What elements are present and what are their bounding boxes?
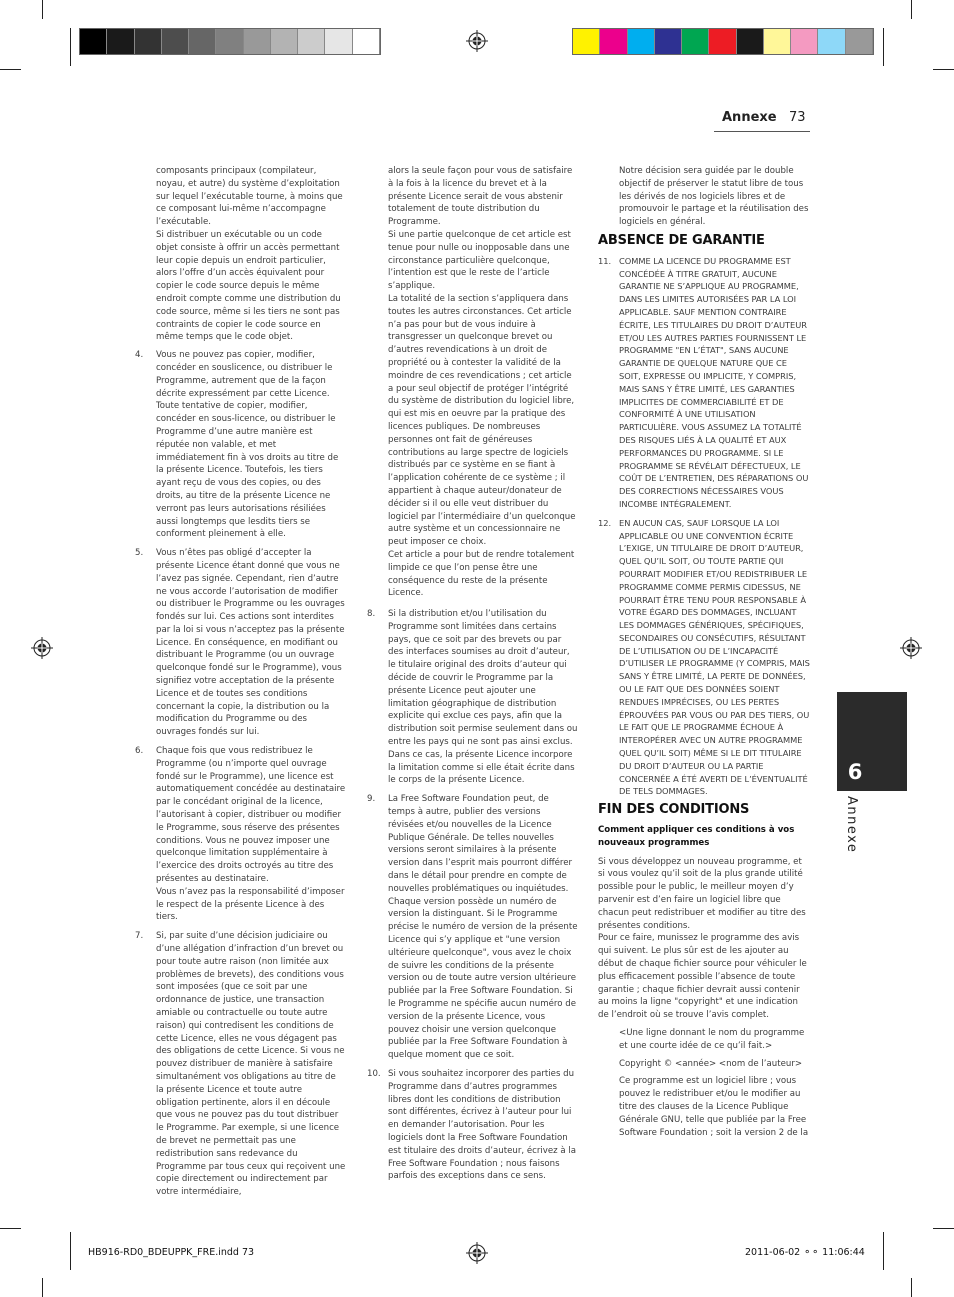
color-swatch: [325, 29, 352, 54]
color-swatch: [107, 29, 134, 54]
color-swatch: [271, 29, 298, 54]
text-column-3: [598, 165, 810, 1144]
list-text: Vous n’êtes pas obligé d’accepter la présente Licence étant donné que vous ne l’avez pas signée. Cependant, rien d’autre ne vous accorde l’autorisation de modifier ou distribuer le Programme ou les ouvrages fondés sur lui. Ces actions sont interdites par la loi si vous n’acceptez pas la présente Licence. En conséquence, en modifiant ou distribuant le Programme (ou un ouvrage quelconque fondé sur le Programme), vous signifiez votre acceptation de la présente Licence et de toutes ses conditions concernant la copie, la distribution ou la modification du Programme ou des ouvrages fondés sur lui.: [156, 548, 345, 738]
crop-mark: [933, 69, 954, 70]
list-text: Chaque fois que vous redistribuez le Programme (ou n’importe quel ouvrage fondé sur le Programme), une licence est automatiquement concédée au destinataire par le concédant original de la licence, l’autorisant à copier, distribuer ou modifier le Programme, sous réserve des présentes conditions. Vous ne pouvez imposer une quelconque limitation supplémentaire à l’exercice des droits octroyés au titre des présentes au destinataire.: [156, 746, 346, 885]
color-swatch: [573, 29, 600, 54]
list-number: 6.: [135, 746, 144, 757]
color-swatch: [244, 29, 271, 54]
paragraph: Si vous développez un nouveau programme, et si vous voulez qu’il soit de la plus grande utilité possible pour le public, le meilleur moyen d’y parvenir est d’en faire un logiciel libre que chacun peut redistribuer et modifier au titre des présentes conditions.: [598, 856, 806, 931]
list-number: 9.: [367, 794, 376, 805]
color-swatch: [846, 29, 873, 54]
color-swatch: [791, 29, 818, 54]
list-item: [135, 745, 346, 924]
page-number: 73: [789, 110, 806, 125]
color-swatch: [655, 29, 682, 54]
crop-mark: [911, 1278, 912, 1297]
section-heading: FIN DES CONDITIONS: [598, 802, 750, 818]
crop-mark: [0, 1228, 21, 1229]
chapter-number: 6: [847, 760, 863, 784]
paragraph: Cet article a pour but de rendre totalement limpide ce que l’on pense être une conséquence du reste de la présente Licence.: [388, 549, 575, 599]
list-text: COMME LA LICENCE DU PROGRAMME EST CONCÉDÉE À TITRE GRATUIT, AUCUNE GARANTIE NE S’APPLIQUE AU PROGRAMME, DANS LES LIMITES AUTORISÉES PAR LA LOI APPLICABLE. SAUF MENTION CONTRAIRE ÉCRITE, LES TITULAIRES DU DROIT D’AUTEUR ET/OU LES AUTRES PARTIES FOURNISSENT LE PROGRAMME "EN L’ÉTAT", SANS AUCUNE GARANTIE DE QUELQUE NATURE QUE CE SOIT, EXPRESSE OU IMPLICITE, Y COMPRIS, MAIS SANS Y ÊTRE LIMITÉ, LES GARANTIES IMPLICITES DE COMMERCIABILITÉ ET DE CONFORMITÉ À UNE UTILISATION PARTICULIÈRE. VOUS ASSUMEZ LA TOTALITÉ DES RISQUES LIÉS À LA QUALITÉ ET AUX PERFORMANCES DU PROGRAMME. SI LE PROGRAMME SE RÉVÉLAIT DÉFECTUEUX, LE COÛT DE L’ENTRETIEN, DES RÉPARATIONS OU DES CORRECTIONS NÉCESSAIRES VOUS INCOMBE INTÉGRALEMENT.: [619, 255, 809, 509]
list-item: [598, 517, 810, 799]
notice-line: Ce programme est un logiciel libre ; vous pouvez le redistribuer et/ou le modifier au titre des clauses de la Licence Publique Générale GNU, telle que publiée par la Free Software Foundation ; soit la version 2 de la: [619, 1076, 809, 1138]
paragraph: composants principaux (compilateur, noyau, et autre) du système d’exploitation sur lequel l’exécutable tourne, à moins que ce composant lui-même n’accompagne l’exécutable.: [156, 166, 343, 228]
crop-mark: [883, 1232, 884, 1270]
crop-mark: [911, 0, 912, 19]
header-divider: [714, 131, 810, 132]
list-item: [367, 608, 578, 787]
notice-line: Copyright © <année> <nom de l’auteur>: [619, 1058, 803, 1069]
paragraph: alors la seule façon pour vous de satisfaire à la fois à la licence du brevet et à la présente Licence serait de vous abstenir totalement de toute distribution du Programme.: [388, 166, 573, 228]
subheading: Comment appliquer ces conditions à vos nouveaux programmes: [598, 825, 795, 848]
chapter-label: [838, 796, 868, 856]
list-number: 12.: [598, 517, 612, 528]
registration-mark-icon: [900, 637, 922, 659]
list-text: La Free Software Foundation peut, de temps à autre, publier des versions révisées et/ou nouvelles de la Licence Publique Générale. De telles nouvelles versions seront similaires à la présente version dans l’esprit mais pourront différer dans le détail pour prendre en compte de nouvelles problématiques ou inquiétudes.: [388, 794, 573, 894]
section-header: Annexe: [722, 110, 777, 125]
text-column-2: [367, 165, 578, 1189]
color-swatch: [298, 29, 325, 54]
color-swatch: [764, 29, 791, 54]
list-item: [598, 255, 810, 511]
list-number: 7.: [135, 931, 144, 942]
list-text: Si la distribution et/ou l’utilisation du Programme sont limitées dans certains pays, que ce soit par des brevets ou par des interfaces soumises au droit d’auteur, le titulaire original des droits d’auteur qui décide de couvrir le Programme par la présente Licence peut ajouter une limitation géographique de distribution explicite qui exclue ces pays, afin que la distribution soit permise seulement dans ou entre les pays qui ne sont pas ainsi exclus. Dans ce cas, la présente Licence incorpore la limitation comme si elle était écrite dans le corps de la présente Licence.: [388, 609, 578, 786]
registration-mark-icon: [31, 637, 53, 659]
grayscale-color-bar: [79, 28, 381, 55]
paragraph: Notre décision sera guidée par le double objectif de préserver le statut libre de tous les dérivés de nos logiciels libres et de promouvoir le partage et la réutilisation des logiciels en général.: [619, 166, 809, 228]
crop-mark: [883, 28, 884, 66]
paragraph: Si une partie quelconque de cet article est tenue pour nulle ou inopposable dans une circonstance particulière quelconque, l’intention est que le reste de l’article s’applique.: [388, 229, 571, 292]
crop-mark: [70, 1232, 71, 1270]
list-item: [135, 547, 346, 739]
section-heading: ABSENCE DE GARANTIE: [598, 232, 765, 248]
color-swatch: [818, 29, 845, 54]
paragraph: La totalité de la section s’appliquera dans toutes les autres circonstances. Cet article n’a pas pour but de vous induire à transgresser un quelconque brevet ou d’autres revendications à un droit de propriété ou à contester la validité de la moindre de ces revendications ; cet article a pour seul objectif de protéger l’intégrité du système de distribution du logiciel libre, qui est mis en oeuvre par la pratique des licences publiques. De nombreuses personnes ont fait de généreuses contributions au large spectre de logiciels distribués par ce système en se fiant à l’application cohérente de ce système ; il appartient à chaque auteur/donateur de décider si il ou elle veut distribuer du logiciel par l’intermédiaire d’un quelconque autre système et un concessionnaire ne peut imposer ce choix.: [388, 293, 576, 548]
crop-mark: [42, 1278, 43, 1297]
list-number: 10.: [367, 1068, 381, 1079]
color-swatch: [80, 29, 107, 54]
list-item: [135, 349, 346, 541]
color-swatch: [353, 29, 380, 54]
list-text: Chaque version possède un numéro de version la distinguant. Si le Programme précise le numéro de version de la présente Licence qui s’y applique et "une version ultérieure quelconque", vous avez le choix de suivre les conditions de la présente version ou de toute autre version ultérieure publiée par la Free Software Foundation. Si le Programme ne spécifie aucun numéro de version de la présente Licence, vous pouvez choisir une version quelconque publiée par la Free Software Foundation à quelque moment que ce soit.: [388, 896, 578, 1061]
list-text: Vous n’avez pas la responsabilité d’imposer le respect de la présente Licence à des tiers.: [156, 886, 345, 923]
list-item: [135, 930, 346, 1199]
footer-timestamp: 2011-06-02 ⚬⚬ 11:06:44: [745, 1247, 865, 1258]
list-number: 4.: [135, 350, 144, 361]
color-swatch: [628, 29, 655, 54]
color-swatch: [135, 29, 162, 54]
list-number: 5.: [135, 548, 144, 559]
crop-mark: [0, 69, 21, 70]
list-item: [367, 1068, 578, 1183]
registration-mark-icon: [466, 30, 488, 52]
list-number: 11.: [598, 255, 612, 266]
color-swatch: [709, 29, 736, 54]
list-text: EN AUCUN CAS, SAUF LORSQUE LA LOI APPLICABLE OU UNE CONVENTION ÉCRITE L’EXIGE, UN TITULAIRE DE DROIT D’AUTEUR, QUEL QU’IL SOIT, OU TOUTE PARTIE QUI POURRAIT MODIFIER ET/OU REDISTRIBUER LE PROGRAMME COMME PERMIS CIDESSUS, NE POURRAIT ÊTRE TENU POUR RESPONSABLE À VOTRE ÉGARD DES DOMMAGES, INCLUANT LES DOMMAGES GÉNÉRIQUES, SPÉCIFIQUES, SECONDAIRES OU CONSÉCUTIFS, RÉSULTANT DE L’UTILISATION OU DE L’INCAPACITÉ D’UTILISER LE PROGRAMME (Y COMPRIS, MAIS SANS Y ÊTRE LIMITÉ, LA PERTE DE DONNÉES, OU LE FAIT QUE DES DONNÉES SOIENT RENDUES IMPRÉCISES, OU LES PERTES ÉPROUVÉES PAR VOUS OU PAR DES TIERS, OU LE FAIT QUE LE PROGRAMME ÉCHOUE À INTEROPÉRER AVEC UN AUTRE PROGRAMME QUEL QU’IL SOIT) MÊME SI LE DIT TITULAIRE DU DROIT D’AUTEUR OU LA PARTIE CONCERNÉE A ÉTÉ AVERTI DE L’ÉVENTUALITÉ DE TELS DOMMAGES.: [619, 517, 810, 797]
crop-mark: [933, 1228, 954, 1229]
process-color-bar: [572, 28, 874, 55]
crop-mark: [70, 28, 71, 66]
list-text: Vous ne pouvez pas copier, modifier, concéder en souslicence, ou distribuer le Programme, autrement que de la façon décrite expressément par cette Licence. Toute tentative de copier, modifier, concéder en sous-licence, ou distribuer le Programme d’une autre manière est réputée non valable, et met immédiatement fin à vos droits au titre de la présente Licence. Toutefois, les tiers ayant reçu de vous des copies, ou des droits, au titre de la présente Licence ne verront pas leurs autorisations résiliées aussi longtemps que lesdits tiers se conforment pleinement à elle.: [156, 350, 339, 540]
list-number: 8.: [367, 609, 376, 620]
registration-mark-icon: [466, 1242, 488, 1264]
crop-mark: [42, 0, 43, 19]
list-text: Si vous souhaitez incorporer des parties du Programme dans d’autres programmes libres dont les conditions de distribution sont différentes, écrivez à l’auteur pour lui en demander l’autorisation. Pour les logiciels dont la Free Software Foundation est titulaire des droits d’auteur, écrivez à la Free Software Foundation ; nous faisons parfois des exceptions dans ce sens.: [388, 1068, 577, 1182]
color-swatch: [737, 29, 764, 54]
paragraph: Si distribuer un exécutable ou un code objet consiste à offrir un accès permettant leur copie depuis un endroit particulier, alors l’offre d’un accès équivalent pour copier le code source depuis le même endroit compte comme une distribution du code source, même si les tiers ne sont pas contraints de copier le code source en même temps que le code objet.: [156, 229, 341, 343]
color-swatch: [216, 29, 243, 54]
text-column-1: [135, 165, 346, 1205]
chapter-label-text: Annexe: [844, 796, 859, 854]
color-swatch: [189, 29, 216, 54]
notice-line: <Une ligne donnant le nom du programme et une courte idée de ce qu’il fait.>: [619, 1028, 805, 1051]
color-swatch: [162, 29, 189, 54]
footer-filename: HB916-RD0_BDEUPPK_FRE.indd 73: [88, 1247, 255, 1258]
paragraph: Pour ce faire, munissez le programme des avis qui suivent. Le plus sûr est de les ajouter au début de chaque fichier source pour véhiculer le plus efficacement possible l’absence de toute garantie ; chaque fichier devrait aussi contenir au moins la ligne "copyright" et une indication de l’endroit où se trouve l’avis complet.: [598, 933, 807, 1021]
list-item: [367, 793, 578, 1062]
color-swatch: [600, 29, 627, 54]
color-swatch: [682, 29, 709, 54]
list-text: Si, par suite d’une décision judiciaire ou d’une allégation d’infraction d’un brevet ou pour toute autre raison (non limitée aux problèmes de brevets), des conditions vous sont imposées (que ce soit par une ordonnance de justice, une transaction amiable ou contractuelle ou toute autre raison) qui contredisent les conditions de cette Licence, elles ne vous dégagent pas des obligations de cette Licence. Si vous ne pouvez distribuer de manière à satisfaire simultanément vos obligations au titre de la présente Licence et toute autre obligation pertinente, alors il en découle que vous ne pouvez pas du tout distribuer le Programme. Par exemple, si une licence de brevet ne permettait pas une redistribution sans redevance du Programme par tous ceux qui reçoivent une copie directement ou indirectement par votre intermédiaire,: [156, 931, 346, 1198]
